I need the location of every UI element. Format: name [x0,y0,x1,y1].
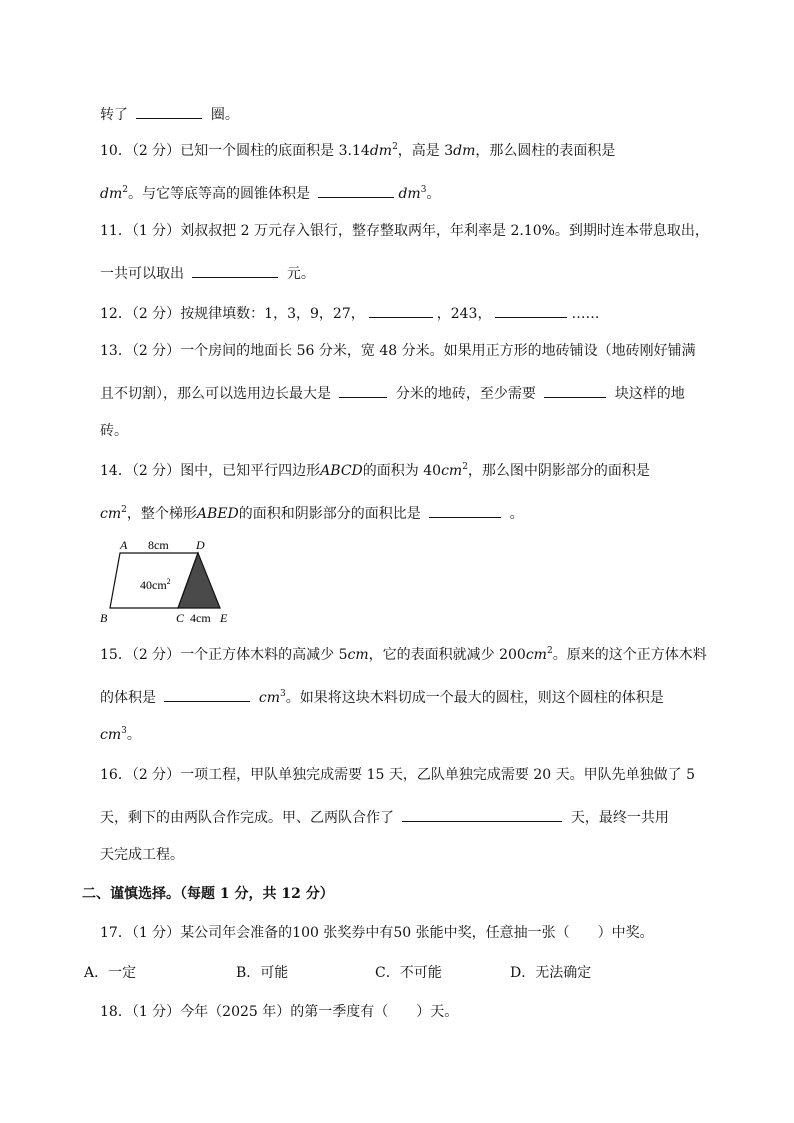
q9-tail [100,102,239,125]
q14-text-end: 。 [509,506,524,522]
q12-text: …… [571,306,600,322]
unit: cm [258,690,281,706]
q12-line [100,301,599,324]
vertex-label-b: B [100,611,108,625]
q16-line1 [100,765,695,785]
question-score: （2 分） [131,143,181,159]
q10-text: ，高是 3 [397,143,454,159]
exponent: 2 [122,185,128,195]
q18-text: 今年（2025 年）的第一季度有（ ）天。 [180,1004,459,1020]
unit: dm [100,186,123,202]
q10-text: 已知一个圆柱的底面积是 3.14 [180,143,370,159]
q15-line2 [100,685,664,708]
q13-text: 块这样的地 [614,386,685,402]
q11-answer-blank[interactable] [192,261,278,278]
question-number: 10． [100,143,132,159]
exponent: 2 [121,505,127,515]
q13-line1 [100,341,696,361]
q9-text: 转了 [100,107,128,123]
q14-text: ，整个梯形 [126,506,197,522]
question-score: （2 分） [131,767,181,783]
q14-answer-blank[interactable] [429,501,501,518]
question-number: 18． [100,1004,132,1020]
question-number: 11． [100,223,132,239]
q18-line [100,1002,458,1022]
q10-line2 [100,181,440,204]
q17-text: 某公司年会准备的100 张奖券中有50 张能中奖，任意抽一张（ ）中奖。 [180,925,654,941]
exponent: 2 [462,462,468,472]
question-number: 12． [100,306,132,322]
q10-text: ，那么圆柱的表面积是 [475,143,616,159]
q15-text: 的体积是 [100,690,156,706]
parallelogram-trapezoid-figure [100,536,250,628]
exponent: 3 [280,689,286,699]
exponent: 3 [121,726,127,736]
q16-text: 一项工程，甲队单独完成需要 15 天，乙队单独完成需要 20 天。甲队先单独做了 5 [180,767,695,783]
question-score: （1 分） [131,925,181,941]
q16-text: 天，最终一共用 [570,810,669,826]
q15-text: 一个正方体木料的高减少 5 [180,647,348,663]
exponent: 2 [392,142,398,152]
question-score: （2 分） [131,647,181,663]
q16-text: 天完成工程。 [100,847,184,863]
q15-text: 。如果将这块木料切成一个最大的圆柱，则这个圆柱的体积是 [285,690,664,706]
q14-text: 的面积为 40 [362,463,442,479]
q9-answer-blank[interactable] [136,102,202,119]
q12-text: ，243， [436,306,492,322]
q13-answer-blank-2[interactable] [544,381,606,398]
question-score: （2 分） [131,463,181,479]
q12-text: 按规律填数：1，3，9，27， [180,306,365,322]
q14-text: 的面积和阴影部分的面积比是 [238,506,421,522]
q11-text: 一共可以取出 [100,266,184,282]
q15-text-end: 。 [126,727,141,743]
q11-text: 刘叔叔把 2 万元存入银行，整存整取两年，年利率是 2.10%。到期时连本带息取出， [180,223,709,239]
q13-text: 一个房间的地面长 56 分米，宽 48 分米。如果用正方形的地砖铺设（地砖刚好铺满 [180,343,696,359]
vertex-label-a: A [120,538,128,552]
question-number: 15． [100,647,132,663]
q16-line3 [100,845,184,865]
unit: cm [347,647,369,663]
vertex-label-c: C [176,611,185,625]
unit: dm [398,186,421,202]
option-c[interactable]: C．不可能 [375,965,442,981]
q13-text: 砖。 [100,423,128,439]
q13-text: 分米的地砖，至少需要 [395,386,536,402]
unit: cm [100,727,122,743]
exponent: 3 [420,185,427,195]
question-number: 13． [100,343,132,359]
question-score: （1 分） [131,223,181,239]
question-number: 17． [100,925,132,941]
q15-line3 [100,725,141,745]
shape-label: ABCD [320,463,363,479]
q12-answer-blank-2[interactable] [495,301,567,318]
question-score: （2 分） [131,343,181,359]
q17-line [100,923,654,943]
unit: dm [453,143,476,159]
question-number: 16． [100,767,132,783]
shaded-triangle [178,553,220,608]
q10-answer-blank[interactable] [318,181,394,198]
unit: dm [369,143,393,159]
q13-line2 [100,381,685,404]
option-b[interactable]: B．可能 [236,965,289,981]
q10-text: 。与它等底等高的圆锥体积是 [127,186,310,202]
unit: cm [525,647,547,663]
bottom-length-label: 4cm [190,611,211,625]
top-length-label: 8cm [148,538,169,552]
vertex-label-d: D [196,538,205,552]
q11-text-end: 元。 [286,266,315,282]
vertex-label-e: E [220,611,228,625]
q16-text: 天，剩下的由两队合作完成。甲、乙两队合作了 [100,810,394,826]
question-number: 14． [100,463,132,479]
q13-answer-blank-1[interactable] [339,381,387,398]
q11-line2 [100,261,315,284]
q14-line1 [100,461,650,481]
q15-answer-blank[interactable] [164,685,250,702]
q9-text-end: 圈。 [210,107,239,123]
option-a[interactable]: A．一定 [84,965,137,981]
section-heading: 二、谨慎选择。（每题 1 分，共 12 分） [82,886,334,902]
q14-text: 图中，已知平行四边形 [180,463,321,479]
q12-answer-blank-1[interactable] [369,301,433,318]
q13-text: 且不切割），那么可以选用边长最大是 [100,386,331,402]
exponent: 2 [546,646,553,656]
q15-text: 。原来的这个正方体木料 [552,647,707,663]
q10-text-end: 。 [426,186,441,202]
q15-text: ，它的表面积就减少 200 [368,647,526,663]
area-label: $40cm^2$ [140,577,171,592]
q10-line1 [100,141,615,161]
question-score: （2 分） [131,306,181,322]
unit: cm [100,506,122,522]
unit: cm [441,463,463,479]
question-score: （1 分） [131,1004,181,1020]
option-d[interactable]: D．无法确定 [510,965,592,981]
q15-line1 [100,645,707,665]
q16-answer-blank[interactable] [402,805,562,822]
q13-line3 [100,421,128,441]
shape-label: ABED [196,506,239,522]
q16-line2 [100,805,669,828]
q14-line2 [100,501,524,524]
q11-line1 [100,221,709,241]
q14-text: ，那么图中阴影部分的面积是 [467,463,650,479]
